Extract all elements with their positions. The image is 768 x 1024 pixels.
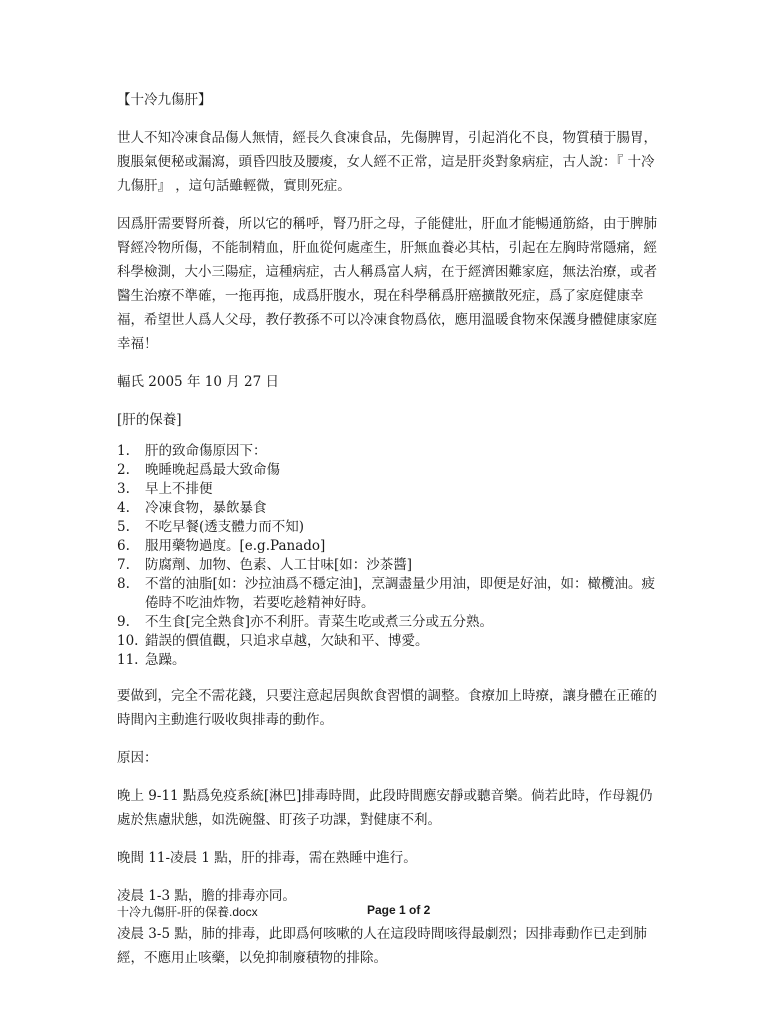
list-item-number: 2. — [117, 462, 130, 478]
body-paragraph: 晚間 11-凌晨 1 點，肝的排毒，需在熟睡中進行。 — [117, 850, 417, 866]
list-item-number: 1. — [117, 443, 130, 459]
list-item-number: 5. — [117, 519, 130, 535]
body-paragraph: 晚上 9-11 點爲免疫系統[淋巴]排毒時間，此段時間應安靜或聽音樂。倘若此時，作母親仍處於焦慮狀態，如洗碗盤、盯孩子功課，對健康不利。 — [117, 788, 653, 828]
list-item-text: 冷凍食物，暴飲暴食 — [145, 500, 267, 516]
list-item — [117, 442, 657, 461]
body-paragraph: 凌晨 1-3 點，膽的排毒亦同。 — [117, 888, 296, 904]
intro-paragraph: 世人不知冷凍食品傷人無情，經長久食凍食品，先傷脾胃，引起消化不良，物質積于腸胃，腹脹氣便秘或漏瀉，頭昏四肢及腰痠，女人經不正常，這是肝炎對象病症，古人說：『 十冷九傷肝』 ，這句話雖輕微，實則死症。 — [117, 130, 657, 194]
list-item — [117, 575, 657, 613]
body-paragraph: 凌晨 3-5 點，肺的排毒，此即爲何咳嗽的人在這段時間咳得最劇烈；因排毒動作已走到肺經，不應用止咳藥，以免抑制廢積物的排除。 — [117, 926, 647, 966]
section-heading: [肝的保養] — [117, 412, 182, 428]
body-paragraph: 原因： — [117, 750, 158, 766]
list-item-number: 3. — [117, 481, 130, 497]
list-item-text: 防腐劑、加物、色素、人工甘味[如：沙茶醬] — [145, 557, 413, 573]
list-item-number: 4. — [117, 500, 130, 516]
liver-damage-list — [117, 442, 657, 670]
list-item-number: 6. — [117, 538, 130, 554]
list-item — [117, 556, 657, 575]
list-item — [117, 461, 657, 480]
list-item-number: 11. — [117, 652, 139, 668]
list-item-number: 8. — [117, 576, 130, 592]
page-footer — [117, 903, 657, 923]
document-title: 【十冷九傷肝】 — [117, 92, 212, 108]
list-item — [117, 613, 657, 632]
footer-page-number: Page 1 of 2 — [367, 903, 431, 917]
list-item — [117, 518, 657, 537]
list-item-text: 不當的油脂[如：沙拉油爲不穩定油]，烹調盡量少用油，即便是好油，如：橄欖油。疲倦時不吃油炸物，若要吃趁精神好時。 — [145, 576, 656, 611]
list-item — [117, 537, 657, 556]
list-item-text: 不吃早餐(透支體力而不知) — [145, 519, 305, 535]
list-item-text: 不生食[完全熟食]亦不利肝。青菜生吃或煮三分或五分熟。 — [145, 614, 494, 630]
list-item — [117, 499, 657, 518]
list-item-text: 早上不排便 — [145, 481, 213, 497]
document-body — [117, 88, 657, 970]
signature-date: 輻氏 2005 年 10 月 27 日 — [117, 374, 279, 390]
list-item-number: 9. — [117, 614, 130, 630]
list-item-text: 晚睡晚起爲最大致命傷 — [145, 462, 280, 478]
list-item — [117, 651, 657, 670]
list-item-text: 肝的致命傷原因下： — [145, 443, 267, 459]
footer-filename: 十冷九傷肝-肝的保養.docx — [117, 905, 258, 919]
intro-paragraph: 因爲肝需要腎所養，所以它的稱呼，腎乃肝之母，子能健壯，肝血才能暢通筋絡，由于脾肺腎經冷物所傷，不能制精血，肝血從何處產生，肝無血養必其枯，引起在左胸時常隱痛，經科學檢測，大小三陽症，這種病症，古人稱爲富人病，在于經濟困難家庭，無法治療，或者醫生治療不準確，一拖再拖，成爲肝腹水，現在科學稱爲肝癌擴散死症，爲了家庭健康幸福，希望世人爲人父母，教仔教孫不可以冷凍食物爲依，應用溫暖食物來保護身體健康家庭幸福！ — [117, 216, 657, 352]
body-paragraph: 要做到，完全不需花錢，只要注意起居與飲食習慣的調整。食療加上時療，讓身體在正確的時間內主動進行吸收與排毒的動作。 — [117, 688, 657, 728]
list-item-text: 服用藥物過度。[e.g.Panado] — [145, 538, 326, 554]
list-item-number: 7. — [117, 557, 130, 573]
list-item-text: 錯誤的價值觀，只追求卓越，欠缺和平、博愛。 — [145, 633, 429, 649]
list-item — [117, 480, 657, 499]
list-item-number: 10. — [117, 633, 139, 649]
list-item-text: 急躁。 — [145, 652, 186, 668]
list-item — [117, 632, 657, 651]
